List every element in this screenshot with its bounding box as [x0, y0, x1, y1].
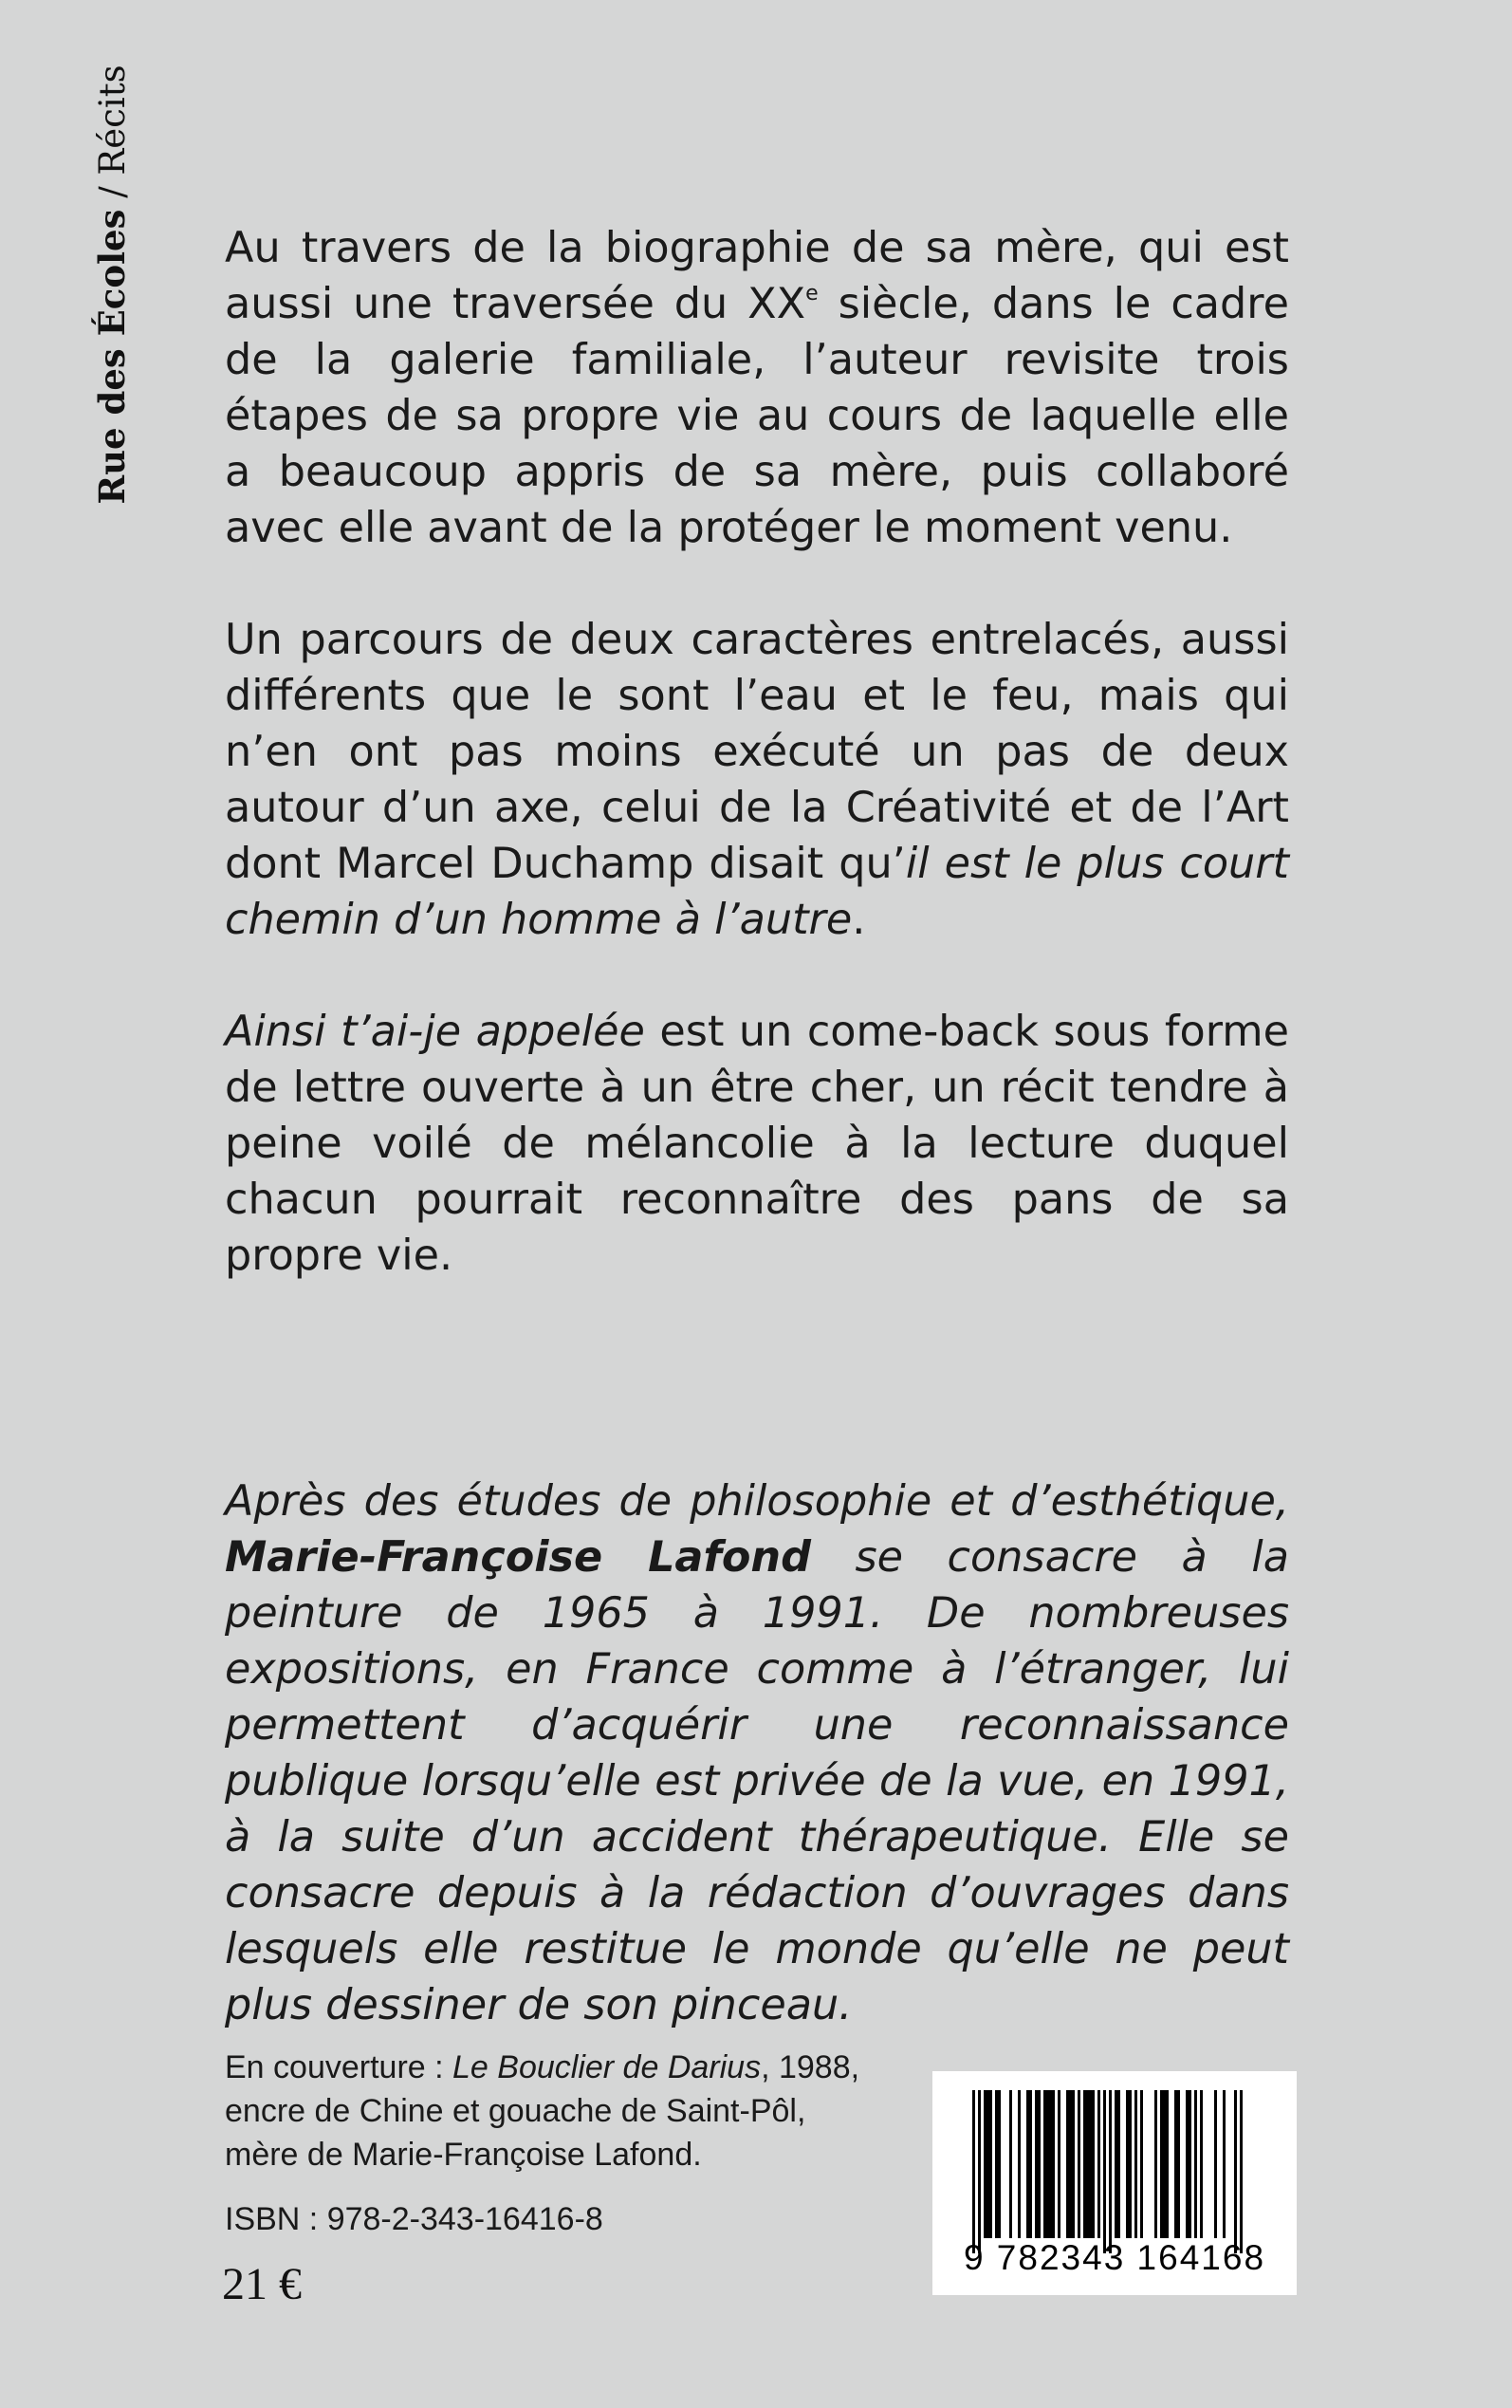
barcode-bar	[1126, 2090, 1129, 2238]
barcode-bar	[1134, 2090, 1137, 2238]
barcode-bar	[1009, 2090, 1012, 2238]
barcode-bar	[1174, 2090, 1177, 2238]
summary-paragraph-3: Ainsi t’ai-je appelée est un come-back sous forme de lettre ouverte à un être cher, un récit tendre à peine voilé de mélancolie à la lecture duquel chacun pourrait reconnaître des pans de sa propre vie.	[225, 1008, 1289, 1280]
spine-separator: /	[92, 175, 133, 210]
duchamp-quote: il est le plus court chemin d’un homme à l’autre	[225, 840, 1290, 944]
barcode-bar	[1097, 2090, 1100, 2238]
barcode-bar	[1194, 2090, 1197, 2238]
barcode-bar	[972, 2090, 975, 2253]
barcode-bar	[1240, 2090, 1243, 2253]
spine-title	[91, 65, 133, 504]
barcode-bar	[1035, 2090, 1038, 2238]
barcode-bar	[1038, 2090, 1041, 2238]
barcode-bar	[1223, 2090, 1226, 2238]
barcode-bar	[1103, 2090, 1106, 2253]
barcode-bar	[1043, 2090, 1046, 2238]
barcode-bar	[1072, 2090, 1075, 2238]
barcode-bar	[1029, 2090, 1032, 2238]
summary-paragraph-1: Au travers de la biographie de sa mère, qui est aussi une traversée du XXe siècle, dans le cadre de la galerie familiale, l’auteur revisite trois étapes de sa propre vie au cours de laquelle elle a beaucoup appris de sa mère, puis collaboré avec elle avant de la protéger le moment venu.	[225, 224, 1290, 552]
barcode-bar	[1154, 2090, 1157, 2238]
cover-credits	[225, 2046, 859, 2176]
author-name: Marie-Françoise Lafond	[225, 1533, 811, 1582]
barcode-bar	[1092, 2090, 1095, 2238]
barcode-bar	[1018, 2090, 1021, 2238]
barcode-bar	[1078, 2090, 1080, 2238]
isbn: ISBN : 978-2-343-16416-8	[225, 2201, 603, 2237]
barcode-bar	[1086, 2090, 1089, 2238]
price: 21 €	[222, 2259, 302, 2309]
barcode-bar	[1160, 2090, 1163, 2238]
barcode	[932, 2071, 1297, 2295]
barcode-bar	[1115, 2090, 1117, 2238]
barcode-bar	[1026, 2090, 1029, 2238]
barcode-bar	[1234, 2090, 1237, 2253]
century-superscript: e	[805, 282, 819, 306]
barcode-bar	[1140, 2090, 1143, 2238]
artwork-title: Le Bouclier de Darius	[452, 2049, 762, 2085]
barcode-digits: 9 782343 164168	[963, 2238, 1266, 2277]
collection-name: Récits	[92, 65, 133, 176]
barcode-bar	[1066, 2090, 1069, 2238]
credits-line-3: mère de Marie-Françoise Lafond.	[225, 2137, 702, 2173]
barcode-bar	[1214, 2090, 1217, 2238]
barcode-bar	[1177, 2090, 1180, 2238]
barcode-bar	[1166, 2090, 1169, 2238]
credits-line-2: encre de Chine et gouache de Saint-Pôl,	[225, 2093, 806, 2129]
barcode-bar	[1069, 2090, 1072, 2238]
century: XX	[747, 280, 806, 328]
barcode-bar	[1189, 2090, 1191, 2238]
barcode-bar	[1200, 2090, 1203, 2238]
barcode-bar	[1083, 2090, 1086, 2238]
barcode-bar	[1049, 2090, 1052, 2238]
barcode-bar	[1052, 2090, 1055, 2238]
barcode-bar	[978, 2090, 981, 2253]
barcode-bar	[1109, 2090, 1112, 2253]
barcode-bar	[1046, 2090, 1049, 2238]
barcode-bar	[1163, 2090, 1166, 2238]
back-cover-text	[225, 220, 1289, 2033]
barcode-bar	[989, 2090, 992, 2238]
summary-paragraph-2: Un parcours de deux caractères entrelacés, aussi différents que le sont l’eau et le feu, mais qui n’en ont pas moins exécuté un pas de deux autour d’un axe, celui de la Créativité et de l’Art dont Marcel Duchamp disait qu’il est le plus court chemin d’un homme à l’autre.	[225, 616, 1290, 944]
author-bio: Après des études de philosophie et d’esthétique, Marie-Françoise Lafond se consacre à la peinture de 1965 à 1991. De nombreuses expositions, en France comme à l’étranger, lui permettent d’acquérir une reconnaissance publique lorsqu’elle est privée de la vue, en 1991, à la suite d’un accident thérapeutique. Elle se consacre depuis à la rédaction d’ouvrages dans lesquels elle restitue le monde qu’elle ne peut plus dessiner de son pinceau.	[225, 1477, 1289, 2029]
barcode-bar	[986, 2090, 989, 2238]
barcode-bar	[998, 2090, 1001, 2238]
barcode-bar	[1186, 2090, 1189, 2238]
book-title: Ainsi t’ai-je appelée	[225, 1008, 645, 1056]
series-name: Rue des Écoles	[91, 209, 133, 505]
barcode-bar	[1089, 2090, 1092, 2238]
barcode-bar	[1058, 2090, 1060, 2238]
credits-line-1: En couverture : Le Bouclier de Darius, 1988,	[225, 2049, 860, 2085]
barcode-bar	[995, 2090, 998, 2238]
barcode-bar	[1129, 2090, 1132, 2238]
barcode-bar	[1117, 2090, 1120, 2238]
barcode-bar	[984, 2090, 986, 2238]
